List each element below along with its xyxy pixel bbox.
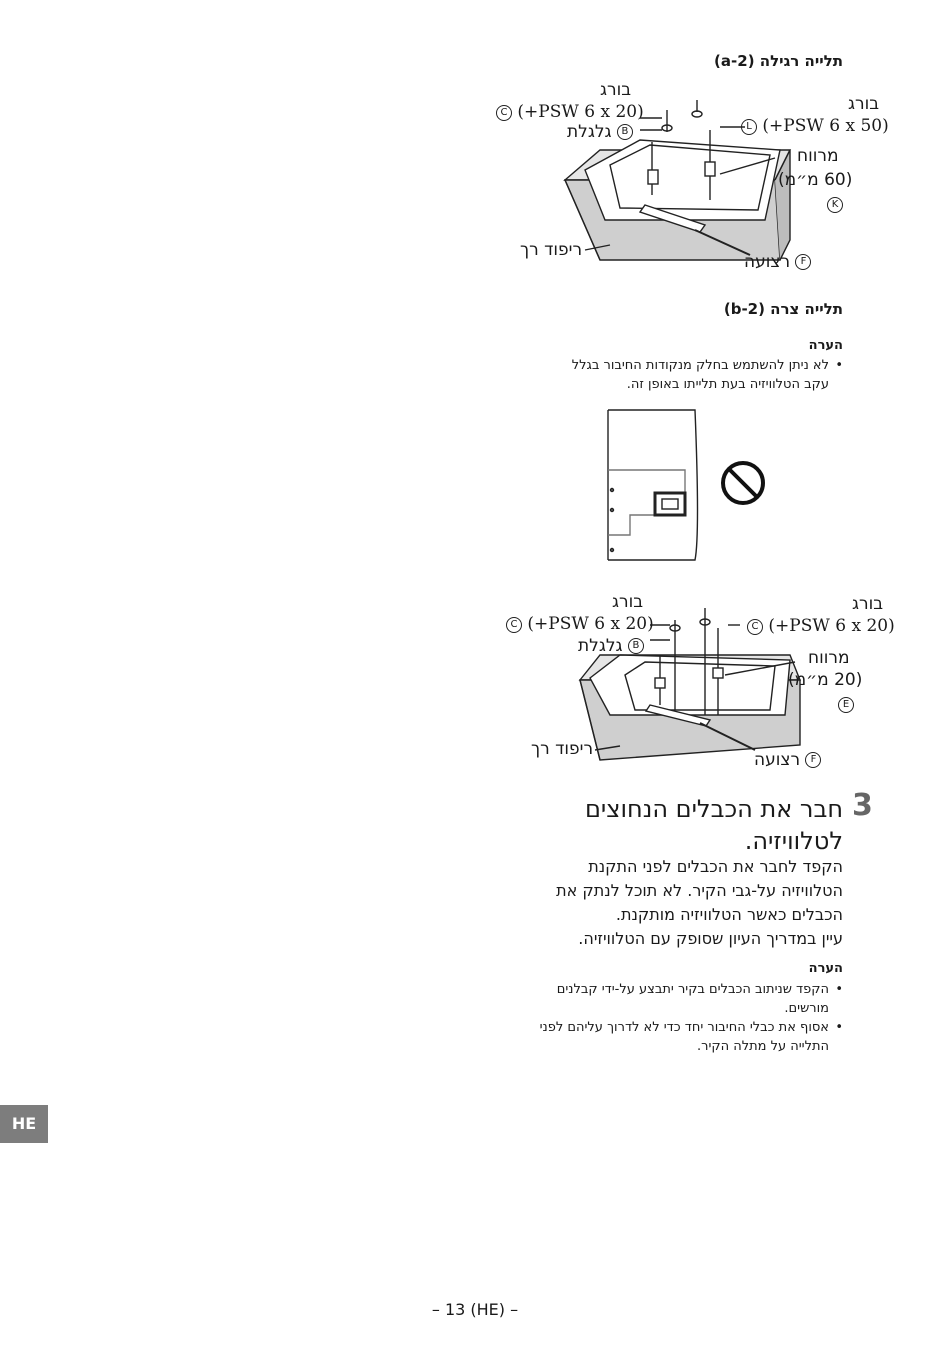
language-tab: HE: [0, 1105, 48, 1143]
part-code-icon: C: [506, 617, 522, 633]
section-b-note-heading: הערה: [808, 338, 843, 353]
section-b-note-list: [543, 356, 843, 394]
body-line: הכבלים כאשר הטלוויזיה מותקנת.: [615, 905, 843, 924]
strap-label: F רצועה: [744, 252, 811, 272]
list-item: • אסוף את כבלי החיבור יחד כדי לא לדרוך עליהם לפני התלייה על מתלה הקיר.: [513, 1018, 843, 1056]
body-line: הטלוויזיה על-גבי הקיר. לא תוכל לנתק את: [556, 881, 843, 900]
screw-spec-narrow-left: C (+PSW 6 x 20): [506, 614, 654, 634]
spacer-code-narrow: [838, 694, 854, 713]
screw-spec-narrow-right: C (+PSW 6 x 20): [747, 616, 895, 636]
list-item: • הקפד שניתוב הכבלים בקיר יתבצע על-ידי קבלנים מורשים.: [513, 980, 843, 1018]
screw-spec-top-right: L (+PSW 6 x 50): [741, 116, 889, 136]
section-b-title: תלייה צרה (2-b): [723, 300, 843, 318]
part-code-icon: B: [628, 638, 644, 654]
part-code-icon: F: [805, 752, 821, 768]
step-note-list: [513, 980, 843, 1056]
part-code-icon: C: [747, 619, 763, 635]
list-item: • לא ניתן להשתמש בחלק מנקודות החיבור בגלל עקב הטלוויזיה בעת תלייתו באופן זה.: [543, 356, 843, 394]
step-title: [523, 793, 843, 857]
spacer-label: מרווח: [797, 146, 839, 166]
section-a-title: תלייה רגילה (2-a): [714, 52, 843, 70]
part-code-icon: C: [496, 105, 512, 121]
prohibited-mount-illustration: [600, 405, 780, 570]
step-number: 3: [852, 788, 873, 823]
step-title-line: חבר את הכבלים הנחוצים: [584, 795, 843, 823]
screw-label-top-right: בורג: [848, 94, 880, 114]
part-code-icon: E: [838, 697, 854, 713]
step-note-heading: הערה: [808, 961, 843, 976]
spacer-size-narrow: (20 מ״מ): [788, 670, 863, 690]
screw-label-narrow-left: בורג: [612, 592, 644, 612]
washer-label: B גלגלת: [567, 122, 633, 142]
part-code-icon: L: [741, 119, 757, 135]
part-code-icon: F: [795, 254, 811, 270]
part-code-icon: B: [617, 124, 633, 140]
step-body: [503, 855, 843, 951]
page-number: – 13 (HE) –: [431, 1300, 519, 1319]
prohibited-icon: [723, 463, 763, 503]
spacer-code: [827, 194, 843, 213]
spacer-size: (60 מ״מ): [778, 170, 853, 190]
spacer-label-narrow: מרווח: [808, 648, 850, 668]
step-title-line: לטלוויזיה.: [744, 827, 843, 855]
screw-label-narrow-right: בורג: [852, 594, 884, 614]
cushion-label: ריפוד רך: [520, 240, 583, 260]
strap-label-narrow: F רצועה: [754, 750, 821, 770]
washer-label-narrow: B גלגלת: [578, 636, 644, 656]
body-line: עיין במדריך העיון שסופק עם הטלוויזיה.: [578, 929, 843, 948]
screw-spec-top-left: C (+PSW 6 x 20): [496, 102, 644, 122]
part-code-icon: K: [827, 197, 843, 213]
screw-label-top-left: בורג: [600, 80, 632, 100]
cushion-label-narrow: ריפוד רך: [531, 739, 594, 759]
body-line: הקפד לחבר את הכבלים לפני התקנת: [588, 857, 843, 876]
